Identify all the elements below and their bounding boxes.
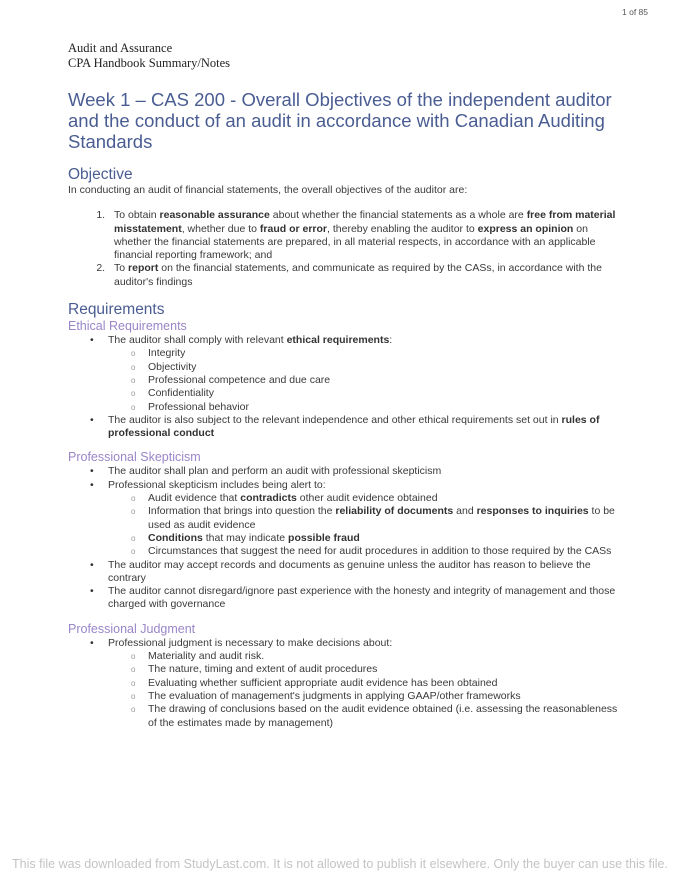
list-item: o Professional competence and due care [148, 374, 628, 387]
list-item: • Professional judgment is necessary to make decisions about: o Materiality and audit risk. o The nature, timing and extent of audit procedures o Evaluating whether sufficient appropriate audit evidence has been obtained o The evaluation of management's judgments in applying GAAP/other frameworks o The drawing of conclusions based on the audit evidence obtained (i.e. assessing the reasonableness of the estimates made by management) [108, 637, 628, 730]
list-item: • The auditor may accept records and documents as genuine unless the auditor has reason to believe the contrary [108, 559, 628, 586]
list-item: • The auditor shall plan and perform an audit with professional skepticism [108, 465, 628, 478]
objective-item-1: 1. To obtain reasonable assurance about whether the financial statements as a whole are free from material misstatement, whether due to fraud or error, thereby enabling the auditor to express an opinion on whether the financial statements are prepared, in all material respects, in accordance with an applicable financial reporting framework; and [108, 209, 628, 262]
list-item: o Circumstances that suggest the need for audit procedures in addition to those required by the CASs [148, 545, 628, 558]
objective-intro: In conducting an audit of financial statements, the overall objectives of the auditor are: [68, 184, 468, 196]
list-item: o Confidentiality [148, 387, 628, 400]
list-item: • The auditor is also subject to the relevant independence and other ethical requirements set out in rules of professional conduct [108, 414, 628, 441]
list-item: o Professional behavior [148, 401, 628, 414]
list-item: o The nature, timing and extent of audit procedures [148, 663, 628, 676]
watermark-footer: This file was downloaded from StudyLast.com. It is not allowed to publish it elsewhere. Only the buyer can use this file. [12, 857, 668, 871]
skepticism-sublist [108, 492, 628, 558]
objectives-list [68, 209, 628, 289]
list-item: o Information that brings into question the reliability of documents and responses to inquiries to be used as audit evidence [148, 505, 628, 532]
ethical-requirements-heading: Ethical Requirements [68, 319, 187, 334]
objective-item-2: 2. To report on the financial statements, and communicate as required by the CASs, in accordance with the auditor's findings [108, 262, 628, 289]
list-item: • Professional skepticism includes being alert to: o Audit evidence that contradicts other audit evidence obtained o Information that brings into question the reliability of documents and responses to inquiries to be used as audit evidence o Conditions that may indicate possible fraud o Circumstances that suggest the need for audit procedures in addition to those required by the CASs [108, 479, 628, 559]
skepticism-list [68, 465, 628, 611]
list-item: • The auditor cannot disregard/ignore past experience with the honesty and integrity of management and those charged with governance [108, 585, 628, 612]
professional-judgment-heading: Professional Judgment [68, 621, 196, 636]
list-item: o Integrity [148, 347, 628, 360]
list-item: • The auditor shall comply with relevant ethical requirements: o Integrity o Objectivity o Professional competence and due care o Confidentiality o Professional behavior [108, 334, 628, 414]
list-item: o Evaluating whether sufficient appropriate audit evidence has been obtained [148, 677, 628, 690]
list-item: o Materiality and audit risk. [148, 650, 628, 663]
list-item: o The evaluation of management's judgments in applying GAAP/other frameworks [148, 690, 628, 703]
document-subtitle: CPA Handbook Summary/Notes [68, 56, 231, 70]
ethical-list [68, 334, 628, 440]
list-item: o Objectivity [148, 361, 628, 374]
objective-heading: Objective [68, 166, 133, 183]
page-indicator: 1 of 85 [622, 7, 648, 17]
course-name: Audit and Assurance [68, 41, 173, 55]
list-item: o Conditions that may indicate possible fraud [148, 532, 628, 545]
judgment-sublist [108, 650, 628, 730]
document-header [68, 41, 230, 71]
professional-skepticism-heading: Professional Skepticism [68, 450, 201, 465]
list-item: o The drawing of conclusions based on the audit evidence obtained (i.e. assessing the reasonableness of the estimates made by management) [148, 703, 628, 730]
document-body [68, 166, 628, 730]
page-title: Week 1 – CAS 200 - Overall Objectives of the independent auditor and the conduct of an audit in accordance with Canadian Auditing Standards [68, 89, 612, 152]
requirements-heading: Requirements [68, 301, 165, 319]
list-item: o Audit evidence that contradicts other audit evidence obtained [148, 492, 628, 505]
judgment-list [68, 637, 628, 730]
ethical-sublist [108, 347, 628, 413]
